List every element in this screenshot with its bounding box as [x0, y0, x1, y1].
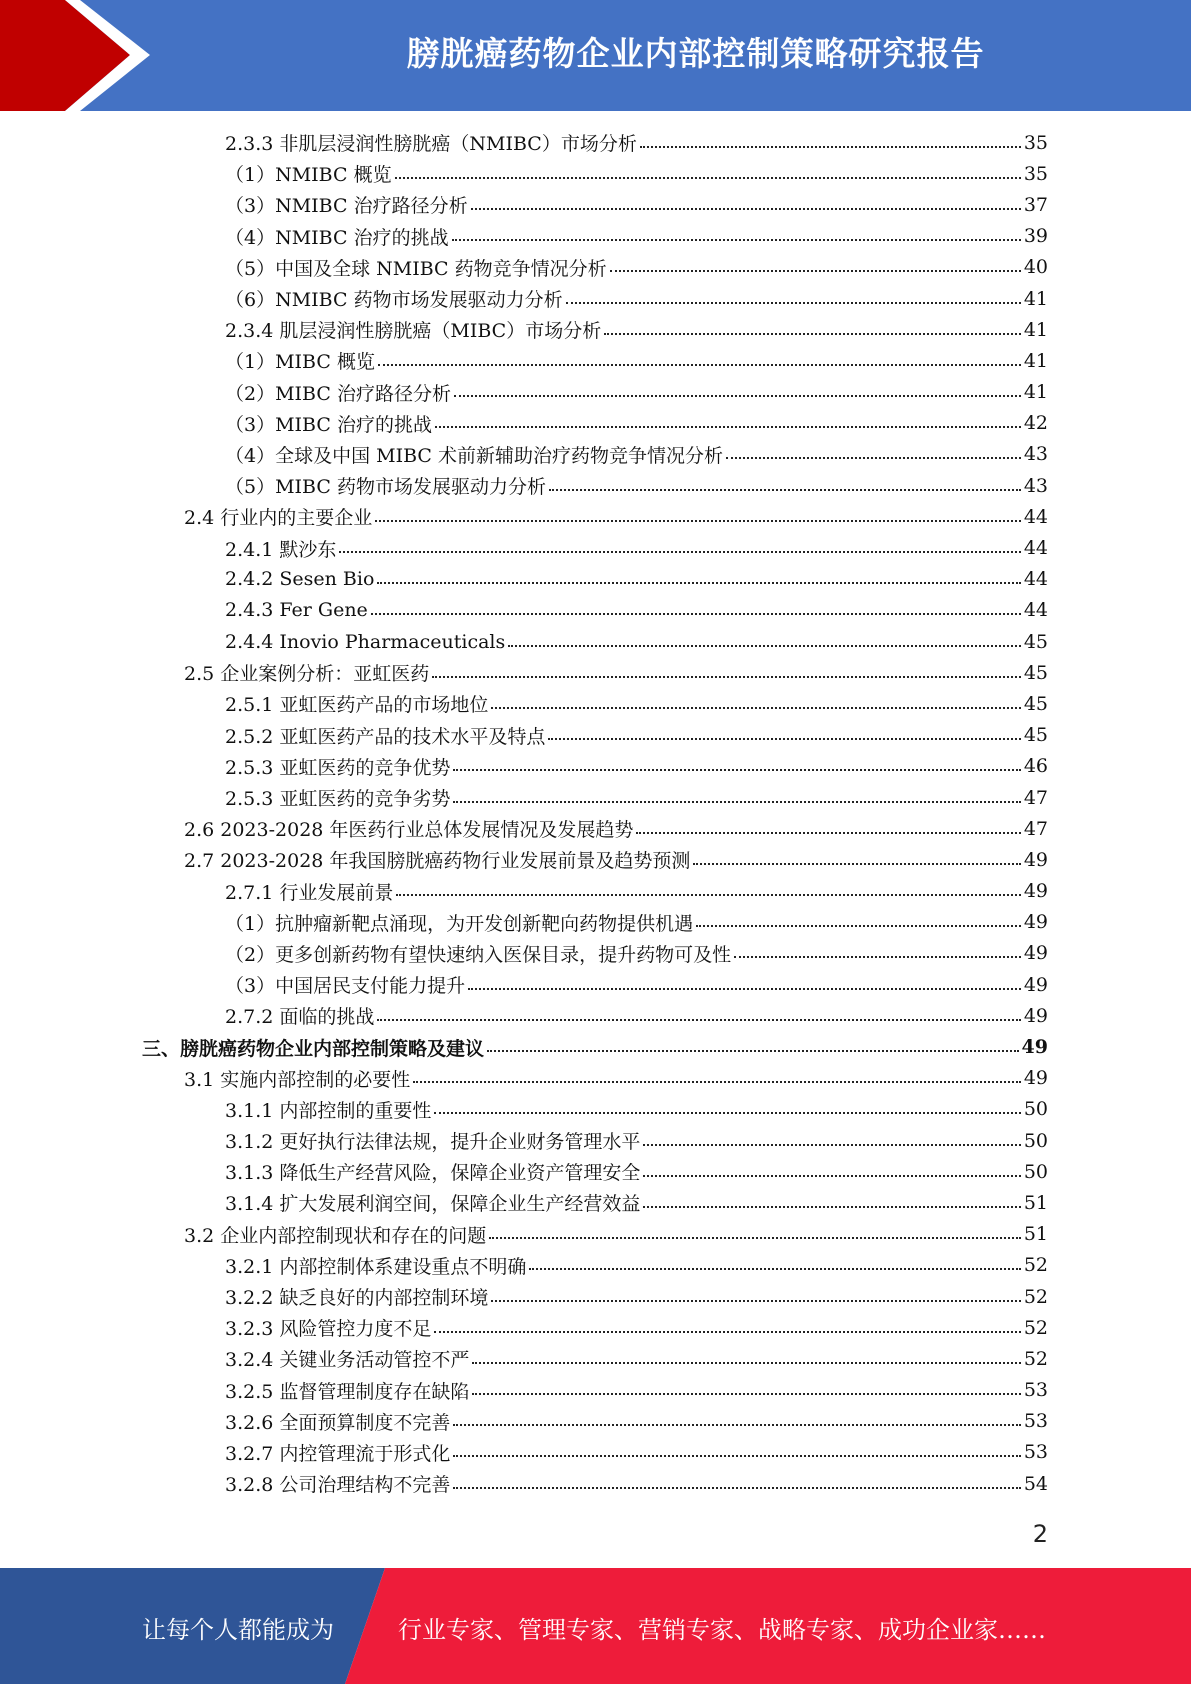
- toc-entry-page: 47: [1023, 786, 1048, 809]
- toc-entry-title: 2.7.1 行业发展前景: [225, 881, 394, 904]
- toc-entry-page: 52: [1023, 1347, 1048, 1370]
- toc-entry-title: （3）MIBC 治疗的挑战: [225, 413, 432, 436]
- toc-dot-leader: [453, 769, 1020, 771]
- toc-entry-title: （3）NMIBC 治疗路径分析: [225, 195, 468, 218]
- toc-entry[interactable]: [0, 1406, 1048, 1437]
- toc-dot-leader: [566, 302, 1021, 304]
- toc-entry[interactable]: [0, 283, 1048, 314]
- toc-entry-title: 3.2.6 全面预算制度不完善: [225, 1411, 451, 1434]
- toc-entry-page: 37: [1023, 193, 1048, 216]
- toc-entry-title: （3）中国居民支付能力提升: [225, 975, 466, 998]
- toc-entry[interactable]: [0, 252, 1048, 283]
- toc-entry[interactable]: [0, 938, 1048, 969]
- toc-dot-leader: [453, 1424, 1020, 1426]
- toc-dot-leader: [643, 1206, 1020, 1208]
- toc-entry-title: 3.2.1 内部控制体系建设重点不明确: [225, 1255, 527, 1278]
- toc-entry-page: 41: [1023, 381, 1048, 404]
- toc-dot-leader: [529, 1268, 1020, 1270]
- toc-entry-page: 49: [1023, 1004, 1048, 1027]
- toc-entry-page: 40: [1023, 256, 1048, 279]
- toc-dot-leader: [371, 613, 1021, 615]
- toc-entry-title: 3.2.7 内控管理流于形式化: [225, 1442, 451, 1465]
- toc-entry-title: （2）MIBC 治疗路径分析: [225, 382, 451, 405]
- toc-entry[interactable]: [0, 377, 1048, 408]
- toc-entry-page: 50: [1023, 1129, 1048, 1152]
- toc-entry-title: 3.2 企业内部控制现状和存在的问题: [184, 1224, 487, 1247]
- toc-entry-page: 39: [1023, 225, 1048, 248]
- toc-entry[interactable]: [0, 813, 1048, 844]
- toc-entry-title: 2.6 2023-2028 年医药行业总体发展情况及发展趋势: [184, 819, 634, 842]
- toc-entry[interactable]: [0, 688, 1048, 719]
- toc-entry[interactable]: [0, 844, 1048, 875]
- toc-entry-page: 53: [1023, 1441, 1048, 1464]
- toc-entry-page: 49: [1023, 1067, 1048, 1090]
- toc-entry[interactable]: [0, 1312, 1048, 1343]
- toc-entry[interactable]: [0, 751, 1048, 782]
- toc-entry[interactable]: [0, 1063, 1048, 1094]
- toc-entry-page: 43: [1023, 474, 1048, 497]
- toc-dot-leader: [549, 489, 1021, 491]
- toc-dot-leader: [604, 333, 1021, 335]
- toc-entry-page: 45: [1023, 661, 1048, 684]
- toc-entry[interactable]: [0, 657, 1048, 688]
- toc-entry-title: 2.3.3 非肌层浸润性膀胱癌（NMIBC）市场分析: [225, 133, 637, 156]
- toc-entry[interactable]: [0, 595, 1048, 626]
- toc-entry-page: 44: [1023, 568, 1048, 591]
- toc-entry-title: 2.4 行业内的主要企业: [184, 507, 373, 530]
- toc-entry-page: 49: [1023, 973, 1048, 996]
- page-footer: [0, 1568, 1191, 1684]
- toc-entry[interactable]: [0, 1375, 1048, 1406]
- toc-entry-title: 2.4.3 Fer Gene: [225, 599, 368, 622]
- toc-entry-page: 41: [1023, 349, 1048, 372]
- toc-entry[interactable]: [0, 532, 1048, 563]
- toc-entry-title: 3.2.4 关键业务活动管控不严: [225, 1349, 470, 1372]
- toc-entry-page: 45: [1023, 692, 1048, 715]
- toc-dot-leader: [395, 177, 1021, 179]
- toc-entry[interactable]: [0, 1281, 1048, 1312]
- toc-entry-page: 53: [1023, 1410, 1048, 1433]
- toc-entry-page: 46: [1023, 755, 1048, 778]
- toc-entry-page: 52: [1023, 1316, 1048, 1339]
- toc-entry-title: 2.5.3 亚虹医药的竞争优势: [225, 756, 451, 779]
- toc-entry-page: 49: [1023, 848, 1048, 871]
- toc-entry[interactable]: [0, 907, 1048, 938]
- toc-dot-leader: [696, 925, 1021, 927]
- toc-dot-leader: [508, 645, 1021, 647]
- toc-entry-page: 44: [1023, 537, 1048, 560]
- toc-entry-title: （2）更多创新药物有望快速纳入医保目录，提升药物可及性: [225, 943, 732, 966]
- toc-entry-page: 49: [1023, 880, 1048, 903]
- report-title: 膀胱癌药物企业内部控制策略研究报告: [406, 34, 985, 73]
- toc-entry-title: 3.2.2 缺乏良好的内部控制环境: [225, 1287, 489, 1310]
- toc-dot-leader: [640, 146, 1021, 148]
- toc-dot-leader: [468, 988, 1021, 990]
- toc-dot-leader: [432, 676, 1021, 678]
- toc-entry-page: 50: [1023, 1098, 1048, 1121]
- toc-entry-page: 41: [1023, 287, 1048, 310]
- toc-entry-title: 3.1 实施内部控制的必要性: [184, 1068, 411, 1091]
- toc-dot-leader: [636, 832, 1020, 834]
- toc-dot-leader: [396, 894, 1020, 896]
- toc-entry-title: 3.2.3 风险管控力度不足: [225, 1318, 432, 1341]
- toc-dot-leader: [487, 1050, 1019, 1052]
- toc-entry[interactable]: [0, 127, 1048, 158]
- toc-dot-leader: [434, 1331, 1020, 1333]
- footer-slogan-right: 行业专家、管理专家、营销专家、战略专家、成功企业家……: [398, 1616, 1046, 1644]
- toc-entry-title: 2.4.2 Sesen Bio: [225, 568, 375, 591]
- toc-entry-page: 45: [1023, 630, 1048, 653]
- toc-entry[interactable]: [0, 1094, 1048, 1125]
- toc-dot-leader: [413, 1081, 1021, 1083]
- toc-dot-leader: [693, 863, 1020, 865]
- toc-entry-page: 49: [1021, 1036, 1048, 1059]
- footer-slogan-left: 让每个人都能成为: [142, 1616, 334, 1644]
- toc-entry-title: （4）NMIBC 治疗的挑战: [225, 226, 449, 249]
- toc-entry[interactable]: [0, 1000, 1048, 1031]
- toc-dot-leader: [453, 1487, 1020, 1489]
- toc-entry-page: 49: [1023, 942, 1048, 965]
- toc-dot-leader: [377, 582, 1020, 584]
- toc-entry-page: 54: [1023, 1472, 1048, 1495]
- toc-entry[interactable]: [0, 501, 1048, 532]
- toc-dot-leader: [435, 426, 1021, 428]
- toc-entry-title: 2.4.1 默沙东: [225, 538, 337, 561]
- toc-entry[interactable]: [0, 1250, 1048, 1281]
- toc-entry-page: 51: [1023, 1191, 1048, 1214]
- toc-entry[interactable]: [0, 720, 1048, 751]
- toc-entry[interactable]: [0, 158, 1048, 189]
- toc-entry-page: 52: [1023, 1285, 1048, 1308]
- toc-entry-page: 51: [1023, 1223, 1048, 1246]
- toc-entry-title: （1）抗肿瘤新靶点涌现，为开发创新靶向药物提供机遇: [225, 912, 694, 935]
- toc-entry-page: 42: [1023, 412, 1048, 435]
- toc-entry-title: 2.7.2 面临的挑战: [225, 1006, 375, 1029]
- toc-entry[interactable]: [0, 969, 1048, 1000]
- toc-entry-title: 3.1.4 扩大发展利润空间，保障企业生产经营效益: [225, 1193, 641, 1216]
- toc-dot-leader: [375, 520, 1021, 522]
- toc-entry-title: 三、膀胱癌药物企业内部控制策略及建议: [142, 1037, 485, 1060]
- toc-entry-title: 2.3.4 肌层浸润性膀胱癌（MIBC）市场分析: [225, 320, 602, 343]
- toc-entry[interactable]: [0, 221, 1048, 252]
- toc-dot-leader: [452, 239, 1021, 241]
- toc-entry-title: （4）全球及中国 MIBC 术前新辅助治疗药物竞争情况分析: [225, 444, 723, 467]
- toc-entry[interactable]: [0, 1219, 1048, 1250]
- toc-entry[interactable]: [0, 1437, 1048, 1468]
- toc-entry-title: （5）中国及全球 NMIBC 药物竞争情况分析: [225, 257, 607, 280]
- header-arrow-decoration: [0, 0, 240, 111]
- toc-entry-page: 52: [1023, 1254, 1048, 1277]
- toc-entry-title: （6）NMIBC 药物市场发展驱动力分析: [225, 289, 563, 312]
- toc-entry-title: （1）NMIBC 概览: [225, 164, 392, 187]
- toc-entry-title: 2.4.4 Inovio Pharmaceuticals: [225, 630, 506, 653]
- toc-entry-title: （5）MIBC 药物市场发展驱动力分析: [225, 476, 546, 499]
- toc-entry[interactable]: [0, 439, 1048, 470]
- toc-entry-page: 44: [1023, 599, 1048, 622]
- toc-entry-title: 3.2.8 公司治理结构不完善: [225, 1474, 451, 1497]
- toc-dot-leader: [377, 1019, 1020, 1021]
- toc-entry[interactable]: [0, 626, 1048, 657]
- toc-entry-page: 47: [1023, 817, 1048, 840]
- toc-entry-page: 49: [1023, 911, 1048, 934]
- toc-dot-leader: [434, 1112, 1020, 1114]
- toc-dot-leader: [453, 1455, 1020, 1457]
- toc-entry-page: 45: [1023, 724, 1048, 747]
- toc-entry[interactable]: [0, 189, 1048, 220]
- toc-entry[interactable]: [0, 1031, 1048, 1062]
- toc-dot-leader: [339, 551, 1020, 553]
- toc-entry[interactable]: [0, 564, 1048, 595]
- toc-entry-page: 35: [1023, 131, 1048, 154]
- toc-dot-leader: [734, 956, 1021, 958]
- toc-entry-page: 44: [1023, 505, 1048, 528]
- toc-dot-leader: [453, 801, 1020, 803]
- table-of-contents: [0, 127, 1191, 1499]
- toc-entry-title: 2.5 企业案例分析：亚虹医药: [184, 663, 430, 686]
- toc-entry-title: 2.5.3 亚虹医药的竞争劣势: [225, 788, 451, 811]
- toc-entry[interactable]: [0, 470, 1048, 501]
- toc-entry-page: 41: [1023, 318, 1048, 341]
- toc-dot-leader: [454, 395, 1021, 397]
- toc-dot-leader: [548, 738, 1020, 740]
- toc-entry-title: 2.5.2 亚虹医药产品的技术水平及特点: [225, 725, 546, 748]
- toc-dot-leader: [471, 208, 1021, 210]
- toc-entry[interactable]: [0, 345, 1048, 376]
- toc-entry-page: 53: [1023, 1379, 1048, 1402]
- toc-entry[interactable]: [0, 1343, 1048, 1374]
- toc-dot-leader: [610, 270, 1021, 272]
- toc-dot-leader: [491, 707, 1020, 709]
- toc-entry[interactable]: [0, 408, 1048, 439]
- toc-entry-title: （1）MIBC 概览: [225, 351, 375, 374]
- toc-entry-page: 50: [1023, 1160, 1048, 1183]
- toc-dot-leader: [489, 1237, 1021, 1239]
- toc-entry-title: 3.1.1 内部控制的重要性: [225, 1099, 432, 1122]
- toc-entry[interactable]: [0, 1468, 1048, 1499]
- toc-dot-leader: [472, 1393, 1020, 1395]
- toc-entry-title: 3.1.3 降低生产经营风险，保障企业资产管理安全: [225, 1162, 641, 1185]
- toc-dot-leader: [472, 1362, 1020, 1364]
- toc-dot-leader: [643, 1175, 1020, 1177]
- toc-dot-leader: [491, 1300, 1020, 1302]
- toc-entry-page: 43: [1023, 443, 1048, 466]
- toc-entry-title: 2.5.1 亚虹医药产品的市场地位: [225, 694, 489, 717]
- toc-dot-leader: [643, 1144, 1020, 1146]
- toc-entry[interactable]: [0, 314, 1048, 345]
- toc-entry-title: 2.7 2023-2028 年我国膀胱癌药物行业发展前景及趋势预测: [184, 850, 691, 873]
- toc-entry[interactable]: [0, 1125, 1048, 1156]
- page-number: 2: [1032, 1520, 1048, 1548]
- toc-entry[interactable]: [0, 876, 1048, 907]
- toc-entry[interactable]: [0, 1156, 1048, 1187]
- toc-entry[interactable]: [0, 1187, 1048, 1218]
- toc-entry-page: 35: [1023, 162, 1048, 185]
- toc-entry-title: 3.2.5 监督管理制度存在缺陷: [225, 1380, 470, 1403]
- toc-entry[interactable]: [0, 782, 1048, 813]
- toc-dot-leader: [726, 457, 1021, 459]
- toc-dot-leader: [378, 364, 1021, 366]
- toc-entry-title: 3.1.2 更好执行法律法规，提升企业财务管理水平: [225, 1131, 641, 1154]
- page-header: [0, 0, 1191, 111]
